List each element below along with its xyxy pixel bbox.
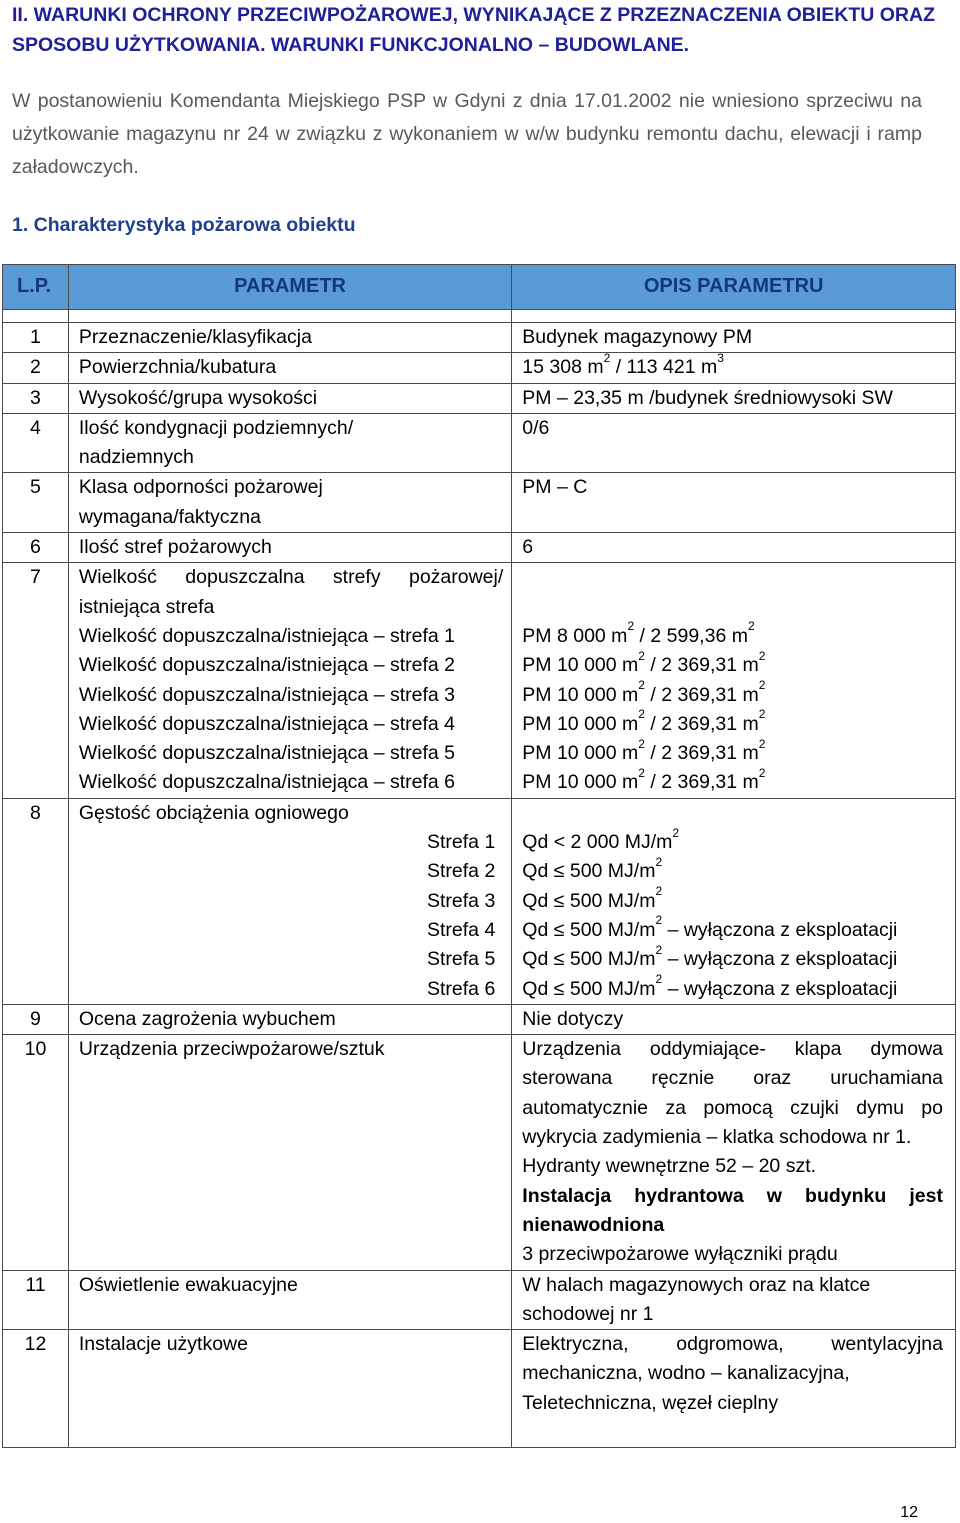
zone-size-label-3: Wielkość dopuszczalna/istniejąca – strefa 3 xyxy=(78,683,455,706)
row-description xyxy=(512,1330,956,1448)
fire-load-value-4: Qd ≤ 500 $MJ/m^2$ – wyłączona z eksploatacji xyxy=(522,913,898,941)
fire-load-title: Gęstość obciążenia ogniowego xyxy=(78,801,349,824)
zone-size-title: Wielkość dopuszczalna strefy pożarowej/ istniejąca strefa xyxy=(78,566,504,618)
table-spacer-row xyxy=(3,310,956,323)
header-parametr: PARAMETR xyxy=(68,265,511,310)
row-parameter: Oświetlenie ewakuacyjne xyxy=(68,1270,511,1330)
zone-size-label-1: Wielkość dopuszczalna/istniejąca – strefa 1 xyxy=(78,624,455,647)
row-description: Budynek magazynowy PM xyxy=(512,323,956,353)
table-row xyxy=(3,533,956,563)
table-row xyxy=(3,1270,956,1330)
superscript: 2 xyxy=(603,350,611,365)
row-number: 10 xyxy=(3,1035,69,1270)
fire-load-value-1: Qd < 2 000 $MJ/m^2$ xyxy=(522,825,680,854)
fire-load-zone-4: Strefa 4 xyxy=(427,918,496,941)
chapter-heading: II. WARUNKI OCHRONY PRZECIWPOŻAROWEJ, WYNIKAJĄCE Z PRZEZNACZENIA OBIEKTU ORAZ SPOSOBU UŻYTKOWANIA. WARUNKI FUNKCJONALNO – BUDOWLANE. xyxy=(12,4,936,56)
row-description xyxy=(512,350,956,383)
table-row xyxy=(3,1035,956,1270)
fire-load-zone-6: Strefa 6 xyxy=(427,977,496,1000)
table-row xyxy=(3,563,956,798)
fire-load-zone-1: Strefa 1 xyxy=(427,831,496,854)
table-row xyxy=(3,1330,956,1448)
fire-characteristics-table xyxy=(2,264,956,1448)
fire-load-zone-5: Strefa 5 xyxy=(427,948,496,971)
row-number: 1 xyxy=(3,323,69,353)
hydrants-text: Hydranty wewnętrzne 52 – 20 szt. xyxy=(522,1155,817,1178)
row-parameter: Powierzchnia/kubatura xyxy=(68,353,511,383)
zone-size-label-5: Wielkość dopuszczalna/istniejąca – strefa 5 xyxy=(78,742,455,765)
row-number: 9 xyxy=(3,1004,69,1034)
row-parameter: Ocena zagrożenia wybuchem xyxy=(68,1004,511,1034)
row-description xyxy=(512,798,956,1004)
table-header-row xyxy=(3,265,956,310)
row-parameter: Przeznaczenie/klasyfikacja xyxy=(68,323,511,353)
table-row xyxy=(3,413,956,473)
table-row xyxy=(3,473,956,533)
row-number: 3 xyxy=(3,383,69,413)
hydrant-install-text: Instalacja hydrantowa w budynku jest nienawodniona xyxy=(522,1184,943,1236)
row-parameter: Instalacje użytkowe xyxy=(68,1330,511,1448)
table-row xyxy=(3,798,956,1004)
row-number: 5 xyxy=(3,473,69,533)
zone-size-value-2: PM 10 000 $m^2 / 2$ 369,31 $m^2$ xyxy=(522,648,766,677)
table-row xyxy=(3,1004,956,1034)
fire-load-zone-2: Strefa 2 xyxy=(427,860,496,883)
zone-size-label-4: Wielkość dopuszczalna/istniejąca – strefa 4 xyxy=(78,712,455,735)
fire-load-value-6: Qd ≤ 500 $MJ/m^2$ – wyłączona z eksploatacji xyxy=(522,972,898,1000)
table-row xyxy=(3,353,956,383)
table-row xyxy=(3,323,956,353)
row-number: 11 xyxy=(3,1270,69,1330)
row-parameter: Ilość kondygnacji podziemnych/ nadziemnych xyxy=(68,413,511,473)
row-parameter: Wysokość/grupa wysokości xyxy=(68,383,511,413)
row-number: 2 xyxy=(3,353,69,383)
zone-size-value-4: PM 10 000 $m^2 / 2$ 369,31 $m^2$ xyxy=(522,707,766,735)
page-number: 12 xyxy=(900,1504,918,1521)
row-description: PM – 23,35 m /budynek średniowysoki SW xyxy=(512,383,956,413)
row-number: 6 xyxy=(3,533,69,563)
row-description xyxy=(512,563,956,798)
zone-size-label-2: Wielkość dopuszczalna/istniejąca – strefa 2 xyxy=(78,654,455,677)
header-lp: L.P. xyxy=(3,265,69,310)
row-parameter xyxy=(68,563,511,798)
fire-load-value-2: Qd ≤ 500 $MJ/m^2$ xyxy=(522,854,663,883)
row-number: 12 xyxy=(3,1330,69,1448)
row-description: W halach magazynowych oraz na klatce schodowej nr 1 xyxy=(512,1270,956,1330)
section-title: 1. Charakterystyka pożarowa obiektu xyxy=(12,214,356,236)
table-row xyxy=(3,383,956,413)
zone-size-value-6: PM 10 000 $m^2 / 2$ 369,31 $m^2$ xyxy=(522,765,766,794)
row-description: 6 xyxy=(512,533,956,563)
row-parameter: Klasa odporności pożarowej wymagana/faktyczna xyxy=(68,473,511,533)
area-value: 15 308 m xyxy=(522,356,604,379)
fire-load-zone-3: Strefa 3 xyxy=(427,889,496,912)
row-parameter: Ilość stref pożarowych xyxy=(68,533,511,563)
row-number: 7 xyxy=(3,563,69,798)
installations-text-2: Teletechniczna, węzeł cieplny xyxy=(522,1391,779,1414)
row-number: 4 xyxy=(3,413,69,473)
header-opis: OPIS PARAMETRU xyxy=(512,265,956,310)
fire-load-value-3: Qd ≤ 500 $MJ/m^2$ xyxy=(522,884,663,912)
zone-size-label-6: Wielkość dopuszczalna/istniejąca – strefa 6 xyxy=(78,771,455,794)
zone-size-value-1: PM 8 000 $m^2 / 2$ 599,36 $m^2$ xyxy=(522,619,755,647)
row-parameter xyxy=(68,798,511,1004)
intro-paragraph: W postanowieniu Komendanta Miejskiego PSP w Gdyni z dnia 17.01.2002 nie wniesiono sprzeciwu na użytkowanie magazynu nr 24 w związku z wykonaniem w w/w budynku remontu dachu, elewacji i ramp załadowczych. xyxy=(12,90,922,178)
smoke-vent-text: Urządzenia oddymiające- klapa dymowa sterowana ręcznie oraz uruchamiana automatycznie za pomocą czujki dymu po wykrycia zadymienia – klatka schodowa nr 1. xyxy=(522,1038,943,1149)
superscript: 3 xyxy=(717,350,724,365)
row-number: 8 xyxy=(3,798,69,1004)
volume-value: / 113 421 m xyxy=(610,356,718,379)
fire-load-value-5: Qd ≤ 500 $MJ/m^2$ – wyłączona z eksploatacji xyxy=(522,942,898,971)
zone-size-value-3: PM 10 000 $m^2 / 2$ 369,31 $m^2$ xyxy=(522,678,766,706)
zone-size-value-5: PM 10 000 $m^2 / 2$ 369,31 $m^2$ xyxy=(522,736,766,765)
switches-text: 3 przeciwpożarowe wyłączniki prądu xyxy=(522,1243,838,1266)
row-description xyxy=(512,1035,956,1270)
installations-text: Elektryczna, odgromowa, wentylacyjna mechaniczna, wodno – kanalizacyjna, xyxy=(522,1333,943,1385)
row-description: PM – C xyxy=(512,473,956,533)
row-description: 0/6 xyxy=(512,413,956,473)
row-description: Nie dotyczy xyxy=(512,1004,956,1034)
row-parameter: Urządzenia przeciwpożarowe/sztuk xyxy=(68,1035,511,1270)
